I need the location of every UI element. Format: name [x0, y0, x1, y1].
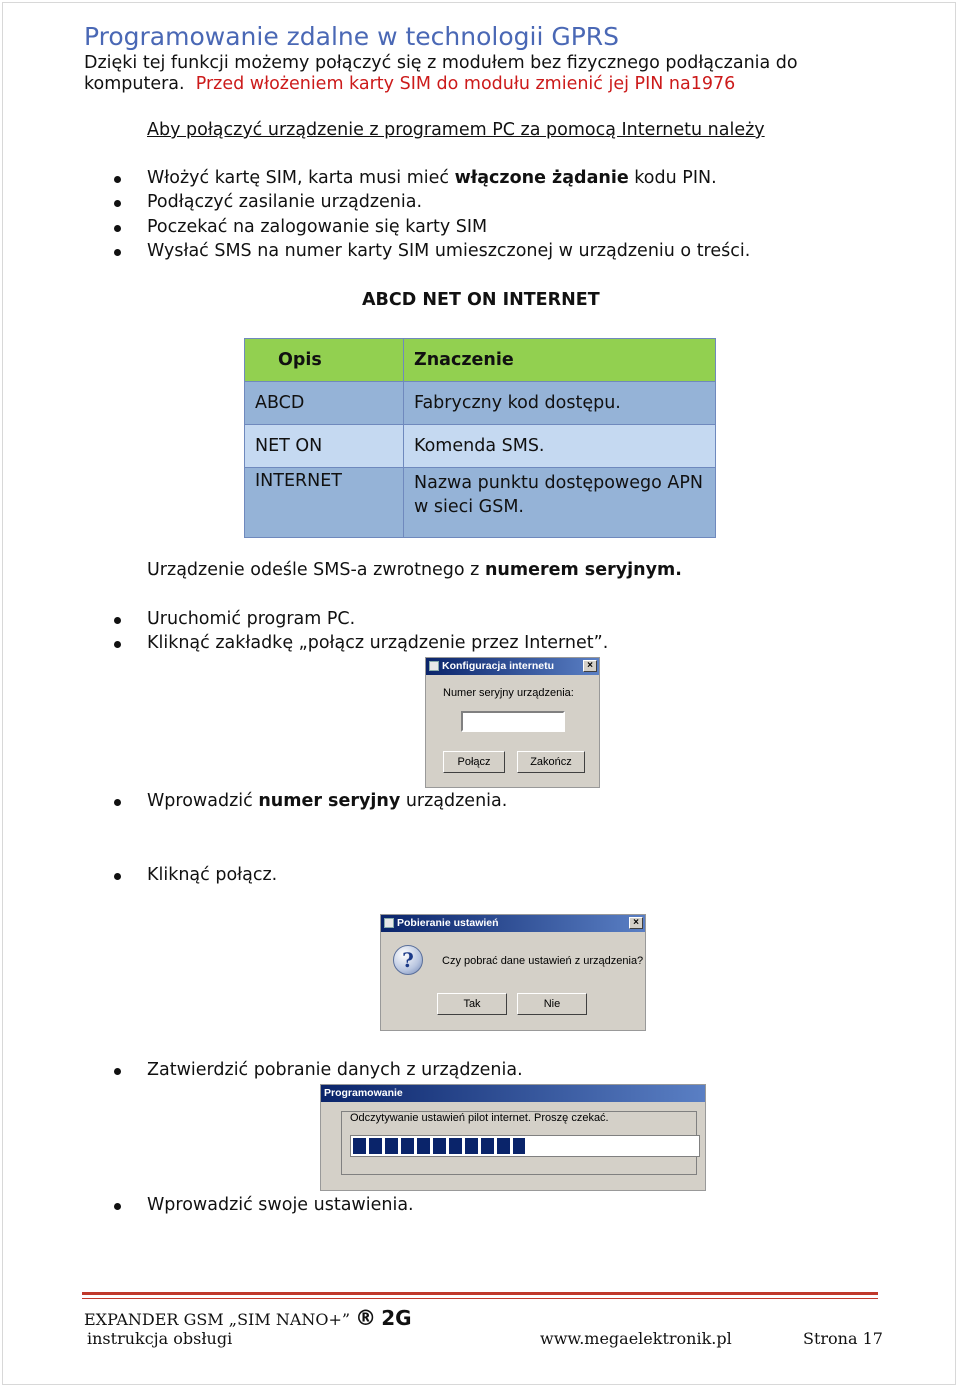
- step-enter-serial-text: Wprowadzić: [147, 791, 259, 811]
- intro-line-1: Dzięki tej funkcji możemy połączyć się z modułem bez fizycznego podłączania do: [84, 53, 798, 73]
- bullet-dot: [114, 1068, 121, 1075]
- close-icon[interactable]: ×: [583, 660, 597, 672]
- dialog-title: Konfiguracja internetu: [442, 660, 555, 672]
- table-cell-znaczenie: Nazwa punktu dostępowego APN w sieci GSM.: [404, 468, 716, 538]
- sms-command-table: [244, 338, 716, 538]
- download-settings-dialog: [380, 914, 646, 1031]
- dialog-titlebar: [321, 1085, 705, 1102]
- table-cell-znaczenie: Fabryczny kod dostępu.: [404, 382, 716, 425]
- table-header-row: [245, 339, 716, 382]
- progress-block: [481, 1138, 494, 1154]
- intro-line-2-text: komputera.: [84, 74, 185, 94]
- bullet-dot: [114, 176, 121, 183]
- footer-rule-thin: [82, 1298, 878, 1299]
- table-row: [245, 425, 716, 468]
- table-header-znaczenie: Znaczenie: [404, 339, 716, 382]
- dialog-titlebar: [426, 658, 599, 675]
- progress-block: [369, 1138, 382, 1154]
- dialog-title: Pobieranie ustawień: [397, 917, 499, 929]
- progress-block: [433, 1138, 446, 1154]
- download-question: Czy pobrać dane ustawień z urządzenia?: [442, 955, 644, 967]
- bullet-dot: [114, 873, 121, 880]
- bullet-dot: [114, 200, 121, 207]
- step-wait-login: Poczekać na zalogowanie się karty SIM: [147, 217, 488, 237]
- bullet-dot: [114, 249, 121, 256]
- table-cell-opis: ABCD: [245, 382, 404, 425]
- app-icon: [429, 661, 439, 671]
- bullet-dot: [114, 225, 121, 232]
- step-enter-serial: [147, 791, 507, 811]
- programming-progress-dialog: [320, 1084, 706, 1191]
- table-cell-opis: INTERNET: [245, 468, 404, 538]
- table-row: [245, 468, 716, 538]
- yes-button[interactable]: Tak: [437, 993, 507, 1015]
- step-power: Podłączyć zasilanie urządzenia.: [147, 192, 423, 212]
- step-run-pc: Uruchomić program PC.: [147, 609, 356, 629]
- step-click-tab: Kliknąć zakładkę „połącz urządzenie przez Internet”.: [147, 633, 609, 653]
- dialog-title: Programowanie: [324, 1087, 403, 1099]
- progress-message: Odczytywanie ustawień pilot internet. Proszę czekać.: [350, 1112, 609, 1124]
- serial-number-input[interactable]: [461, 711, 565, 732]
- footer-product-name: EXPANDER GSM „SIM NANO+”: [84, 1310, 356, 1329]
- progress-block: [449, 1138, 462, 1154]
- table-cell-opis: NET ON: [245, 425, 404, 468]
- close-icon[interactable]: ×: [629, 917, 643, 929]
- pin-warning: Przed włożeniem karty SIM do modułu zmienić jej PIN na1976: [195, 74, 736, 94]
- progress-block: [417, 1138, 430, 1154]
- reply-info: [147, 560, 682, 580]
- app-icon: [384, 918, 394, 928]
- reply-info-bold: numerem seryjnym.: [484, 560, 682, 580]
- footer-page-number: Strona 17: [803, 1329, 883, 1348]
- step-enter-settings: Wprowadzić swoje ustawienia.: [147, 1195, 414, 1215]
- step-send-sms: Wysłać SMS na numer karty SIM umieszczonej w urządzeniu o treści.: [147, 241, 751, 261]
- finish-button[interactable]: Zakończ: [517, 751, 585, 773]
- reply-info-text: Urządzenie odeśle SMS-a zwrotnego z: [147, 560, 485, 580]
- progress-fill: [353, 1138, 525, 1154]
- step-confirm-download: Zatwierdzić pobranie danych z urządzenia.: [147, 1060, 523, 1080]
- step-enter-serial-bold: numer seryjny: [258, 791, 401, 811]
- footer-version: 2G: [381, 1306, 412, 1330]
- bullet-dot: [114, 641, 121, 648]
- progress-block: [513, 1138, 525, 1154]
- progress-block: [385, 1138, 398, 1154]
- progress-block: [465, 1138, 478, 1154]
- intro-line-2: [84, 74, 735, 94]
- step-insert-sim-bold: włączone żądanie: [454, 168, 629, 188]
- internet-config-dialog: [425, 657, 600, 788]
- progress-bar: [350, 1135, 700, 1157]
- no-button[interactable]: Nie: [517, 993, 587, 1015]
- sms-command: ABCD NET ON INTERNET: [362, 290, 600, 310]
- step-enter-serial-end: urządzenia.: [400, 791, 508, 811]
- footer-manual: instrukcja obsługi: [87, 1329, 233, 1348]
- section-heading: Aby połączyć urządzenie z programem PC za pomocą Internetu należy: [147, 120, 765, 140]
- progress-block: [401, 1138, 414, 1154]
- dialog-titlebar: [381, 915, 645, 932]
- table-header-opis: Opis: [245, 339, 404, 382]
- step-insert-sim-text: Włożyć kartę SIM, karta musi mieć: [147, 168, 455, 188]
- step-insert-sim-end: kodu PIN.: [628, 168, 717, 188]
- step-click-connect: Kliknąć połącz.: [147, 865, 278, 885]
- progress-block: [353, 1138, 366, 1154]
- table-row: [245, 382, 716, 425]
- bullet-dot: [114, 617, 121, 624]
- progress-block: [497, 1138, 510, 1154]
- page-title: Programowanie zdalne w technologii GPRS: [84, 22, 620, 51]
- serial-label: Numer seryjny urządzenia:: [443, 687, 574, 699]
- registered-mark: ®: [355, 1306, 377, 1330]
- footer-rule: [82, 1292, 878, 1295]
- table-cell-znaczenie: Komenda SMS.: [404, 425, 716, 468]
- question-icon: ?: [393, 945, 423, 975]
- bullet-dot: [114, 799, 121, 806]
- step-insert-sim: [147, 168, 717, 188]
- footer-product: [84, 1306, 412, 1330]
- footer-website[interactable]: www.megaelektronik.pl: [540, 1329, 732, 1348]
- connect-button[interactable]: Połącz: [443, 751, 505, 773]
- bullet-dot: [114, 1203, 121, 1210]
